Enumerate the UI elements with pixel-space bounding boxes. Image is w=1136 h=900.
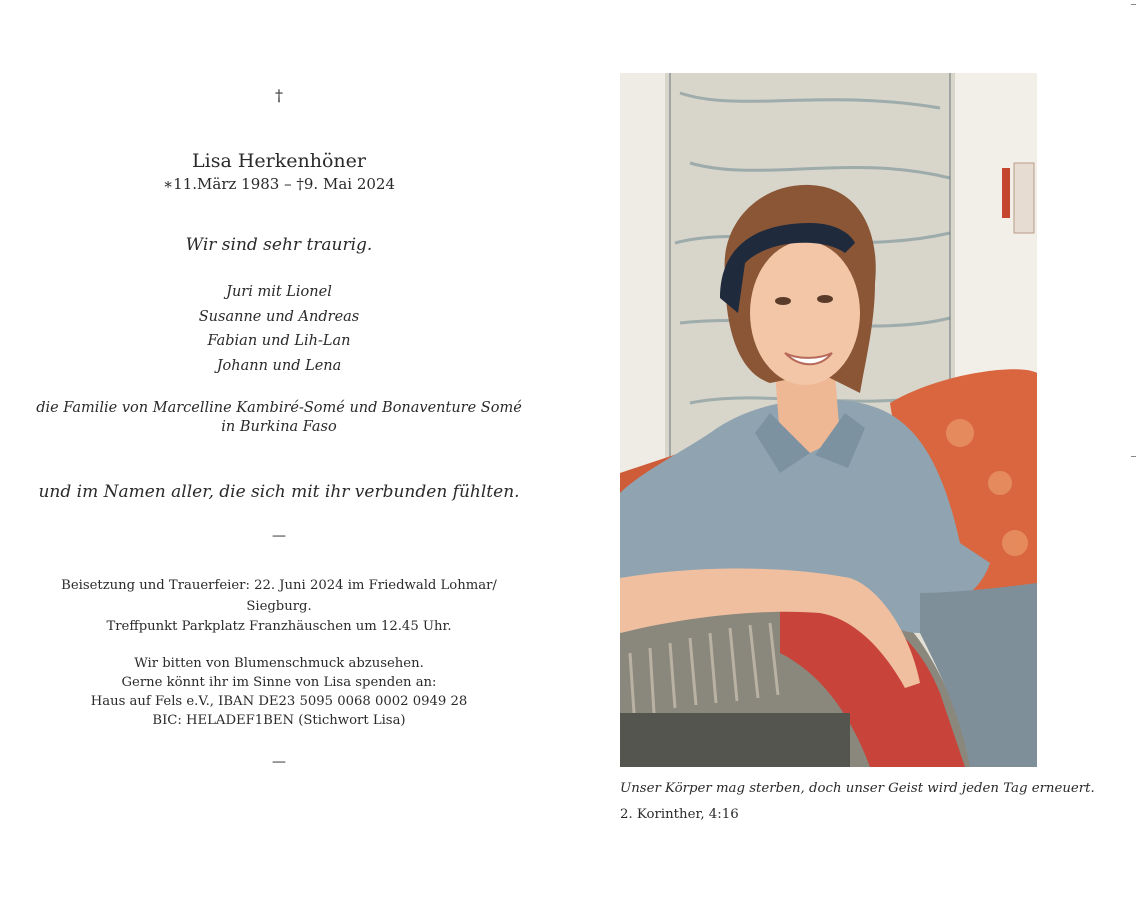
burial-line: Treffpunkt Parkplatz Franzhäuschen um 12.45 Uhr. [106, 619, 452, 634]
family-member: Juri mit Lionel [226, 284, 332, 300]
scripture-quote: Unser Körper mag sterben, doch unser Geist wird jeden Tag erneuert. [620, 781, 1095, 796]
burial-line: Siegburg. [246, 598, 312, 614]
donation-line: Haus auf Fels e.V., IBAN DE23 5095 0068 0002 0949 28 [90, 694, 468, 709]
grief-message: Wir sind sehr traurig. [185, 235, 373, 255]
donation-line: Wir bitten von Blumenschmuck abzusehen. [134, 656, 424, 671]
portrait-photo [620, 73, 1037, 767]
burial-line: Beisetzung und Trauerfeier: 22. Juni 2024 im Friedwald Lohmar/ [61, 578, 497, 593]
cross-symbol: † [275, 86, 283, 105]
family-member: Johann und Lena [216, 357, 342, 374]
separator: — [272, 754, 286, 770]
scripture-reference: 2. Korinther, 4:16 [620, 807, 739, 822]
wider-family-line: die Familie von Marcelline Kambiré-Somé und Bonaventure Somé [36, 400, 522, 416]
donation-info [30, 654, 528, 730]
crop-mark [1131, 456, 1136, 457]
wider-family-line: in Burkina Faso [221, 419, 337, 435]
donation-line: BIC: HELADEF1BEN (Stichwort Lisa) [152, 713, 406, 728]
closing-line: und im Namen aller, die sich mit ihr verbunden fühlten. [38, 482, 520, 502]
crop-mark [1131, 4, 1136, 5]
deceased-name: Lisa Herkenhöner [192, 150, 366, 172]
donation-line: Gerne könnt ihr im Sinne von Lisa spenden an: [121, 675, 437, 690]
separator: — [272, 528, 286, 544]
burial-info [30, 576, 528, 638]
family-member: Fabian und Lih-Lan [207, 333, 351, 350]
life-dates: ∗11.März 1983 – †9. Mai 2024 [162, 175, 396, 193]
family-list [30, 280, 528, 378]
wider-family [30, 399, 528, 437]
family-member: Susanne und Andreas [198, 308, 360, 325]
